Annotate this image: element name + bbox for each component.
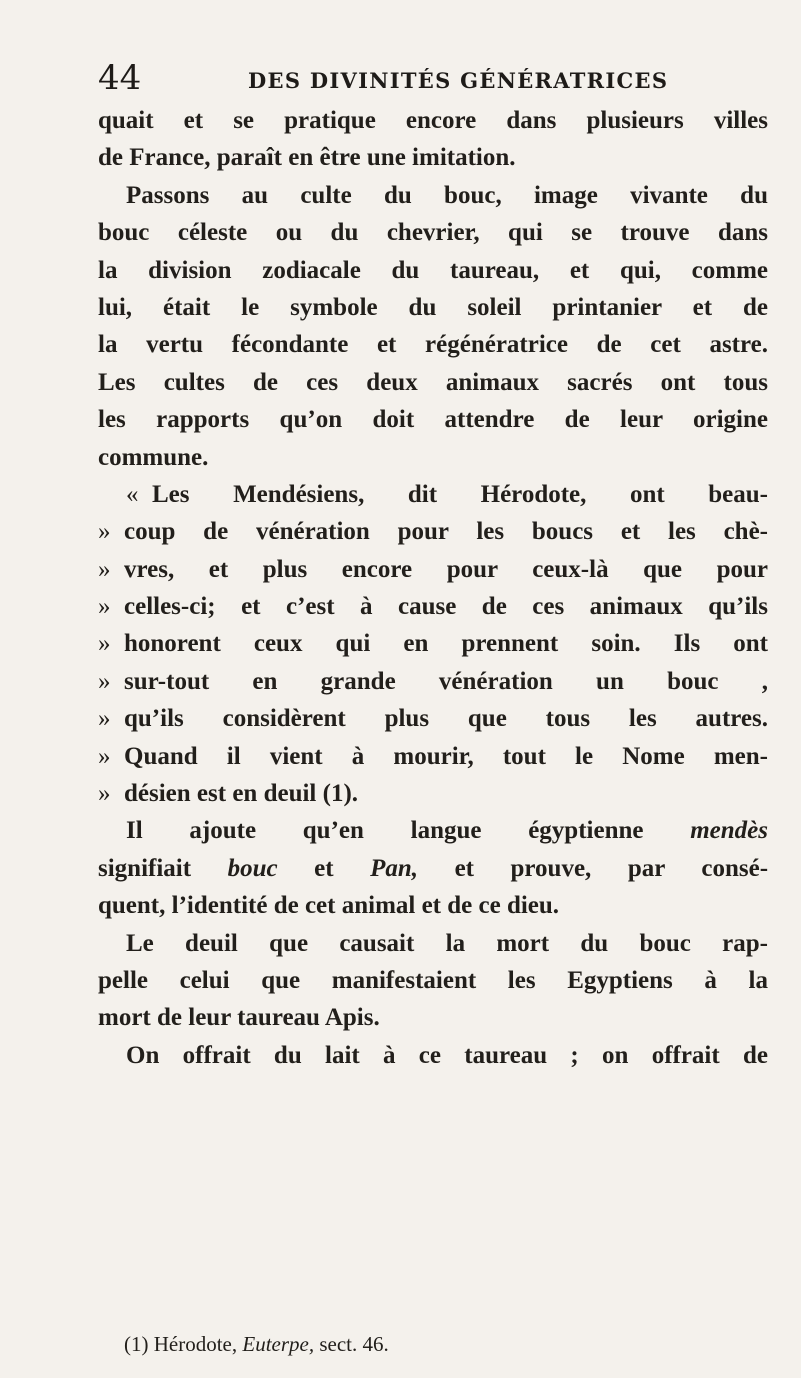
text-line: la vertu fécondante et régénératrice de cet astre.: [98, 331, 768, 359]
text-line: signifiait bouc et Pan, et prouve, par consé-: [98, 854, 769, 882]
text-line: Les cultes de ces deux animaux sacrés ont tous: [98, 368, 768, 396]
text-line: lui, était le symbole du soleil printanier et de: [98, 293, 768, 321]
italic-term: bouc: [227, 854, 278, 882]
text-line: Passons au culte du bouc, image vivante du: [126, 181, 768, 209]
italic-term: mendès: [690, 817, 768, 845]
quote-mark: »: [98, 630, 111, 658]
quote-line: » celles-ci; et c’est à cause de ces animaux qu’ils: [98, 588, 768, 625]
quote-mark: «: [126, 480, 139, 508]
text-line: Il ajoute qu’en langue égyptienne mendès: [126, 817, 768, 845]
text-line: On offrait du lait à ce taureau ; on offrait de: [126, 1041, 768, 1069]
footnote: (1) Hérodote, Euterpe, sect. 46.: [124, 1332, 389, 1356]
text-line: de France, paraît en être une imitation.: [98, 144, 516, 172]
quote-line: » honorent ceux qui en prennent soin. Ils ont: [98, 625, 768, 662]
text-line: quent, l’identité de cet animal et de ce dieu.: [98, 892, 560, 920]
quote-line: » qu’ils considèrent plus que tous les autres.: [98, 700, 768, 737]
text-line: bouc céleste ou du chevrier, qui se trouve dans: [98, 219, 768, 247]
quote-mark: »: [98, 593, 111, 621]
quote-mark: »: [98, 518, 111, 546]
body-text: [98, 102, 768, 1074]
quote-mark: »: [98, 555, 111, 583]
text-line: les rapports qu’on doit attendre de leur origine: [98, 406, 768, 434]
text-line: commune.: [98, 443, 209, 471]
footnote-work-title: Euterpe,: [242, 1332, 315, 1356]
quote-line: « Les Mendésiens, dit Hérodote, ont beau-: [98, 476, 768, 513]
quote-line: » coup de vénération pour les boucs et les chè-: [98, 513, 768, 550]
quote-mark: »: [98, 742, 111, 770]
quote-mark: »: [98, 780, 111, 808]
page-number: 44: [98, 58, 142, 98]
text-line: Le deuil que causait la mort du bouc rap-: [126, 929, 768, 957]
quote-mark: »: [98, 667, 111, 695]
quote-mark: »: [98, 705, 111, 733]
running-title: DES DIVINITÉS GÉNÉRATRICES: [248, 68, 669, 93]
text-line: mort de leur taureau Apis.: [98, 1004, 380, 1032]
quote-line: » Quand il vient à mourir, tout le Nome men-: [98, 738, 768, 775]
quote-line: » sur-tout en grande vénération un bouc ,: [98, 663, 768, 700]
quote-line: » désien est en deuil (1).: [98, 775, 768, 812]
page-header: [98, 58, 718, 102]
text-line: quait et se pratique encore dans plusieurs villes: [98, 107, 768, 134]
italic-term: Pan,: [370, 854, 419, 882]
quote-line: » vres, et plus encore pour ceux-là que pour: [98, 551, 768, 588]
text-line: pelle celui que manifestaient les Egyptiens à la: [98, 966, 768, 994]
text-line: la division zodiacale du taureau, et qui, comme: [98, 256, 768, 284]
